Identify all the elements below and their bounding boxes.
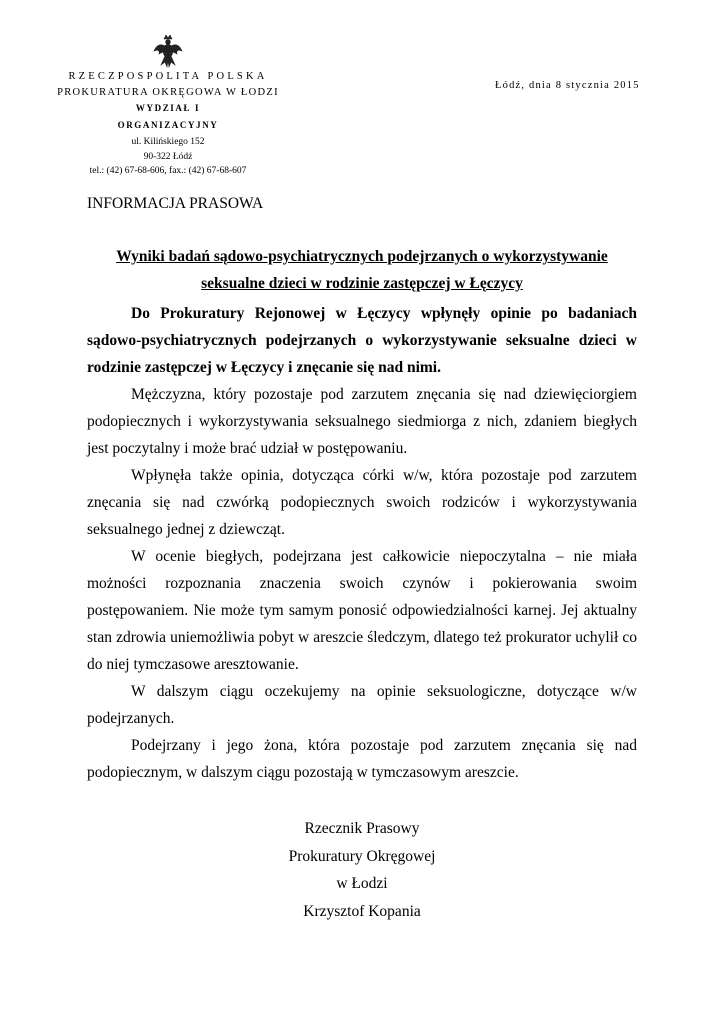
header-department-line1: WYDZIAŁ I [135,103,201,113]
signature-institution: Prokuratury Okręgowej [288,848,436,865]
document-date: Łódź, dnia 8 stycznia 2015 [495,80,640,91]
paragraph: W dalszym ciągu oczekujemy na opinie seksuologiczne, dotyczące w/w podejrzanych. [87,683,637,727]
document-title-line1: Wyniki badań sądowo-psychiatrycznych podejrzanych o wykorzystywanie [116,248,608,265]
header-office: PROKURATURA OKRĘGOWA W ŁODZI [57,87,279,98]
document-body [87,300,637,786]
signature-name: Krzysztof Kopania [303,903,421,920]
paragraph: Mężczyzna, który pozostaje pod zarzutem znęcania się nad dziewięciorgiem podopiecznych i wykorzystywania seksualnego siedmiorga z nich, zdaniem biegłych jest poczytalny i może brać udział w postępowaniu. [87,386,637,457]
header-department-line2: ORGANIZACYJNY [117,120,219,130]
signature-role: Rzecznik Prasowy [304,820,420,837]
header-phone: tel.: (42) 67-68-606, fax.: (42) 67-68-607 [89,166,247,176]
polish-eagle-emblem-icon [153,34,183,68]
paragraph: W ocenie biegłych, podejrzana jest całkowicie niepoczytalna – nie miała możności rozpoznania znaczenia swoich czynów i pokierowania swoim postępowaniem. Nie może tym samym ponosić odpowiedzialności karnej. Jej aktualny stan zdrowia uniemożliwia pobyt w areszcie śledczym, dlatego też prokurator uchylił co do niej tymczasowe aresztowanie. [87,548,637,673]
header-republic: RZECZPOSPOLITA POLSKA [68,71,268,82]
signature-place: w Łodzi [336,875,388,892]
header-city: 90-322 Łódź [143,152,193,162]
paragraph: Podejrzany i jego żona, która pozostaje pod zarzutem znęcania się nad podopiecznym, w dalszym ciągu pozostają w tymczasowym areszcie. [87,737,637,781]
paragraph: Wpłynęła także opinia, dotycząca córki w/w, która pozostaje pod zarzutem znęcania się nad czwórką podopiecznych swoich rodziców i wykorzystywania seksualnego jednej z dziewcząt. [87,467,637,538]
paragraph-lead: Do Prokuratury Rejonowej w Łęczycy wpłynęły opinie po badaniach sądowo-psychiatrycznych podejrzanych o wykorzystywanie seksualne dzieci w rodzinie zastępczej w Łęczycy i znęcanie się nad nimi. [87,305,637,376]
document-label: INFORMACJA PRASOWA [87,195,264,212]
header-street: ul. Kilińskiego 152 [131,137,205,147]
document-title-line2: seksualne dzieci w rodzinie zastępczej w Łęczycy [201,275,523,292]
